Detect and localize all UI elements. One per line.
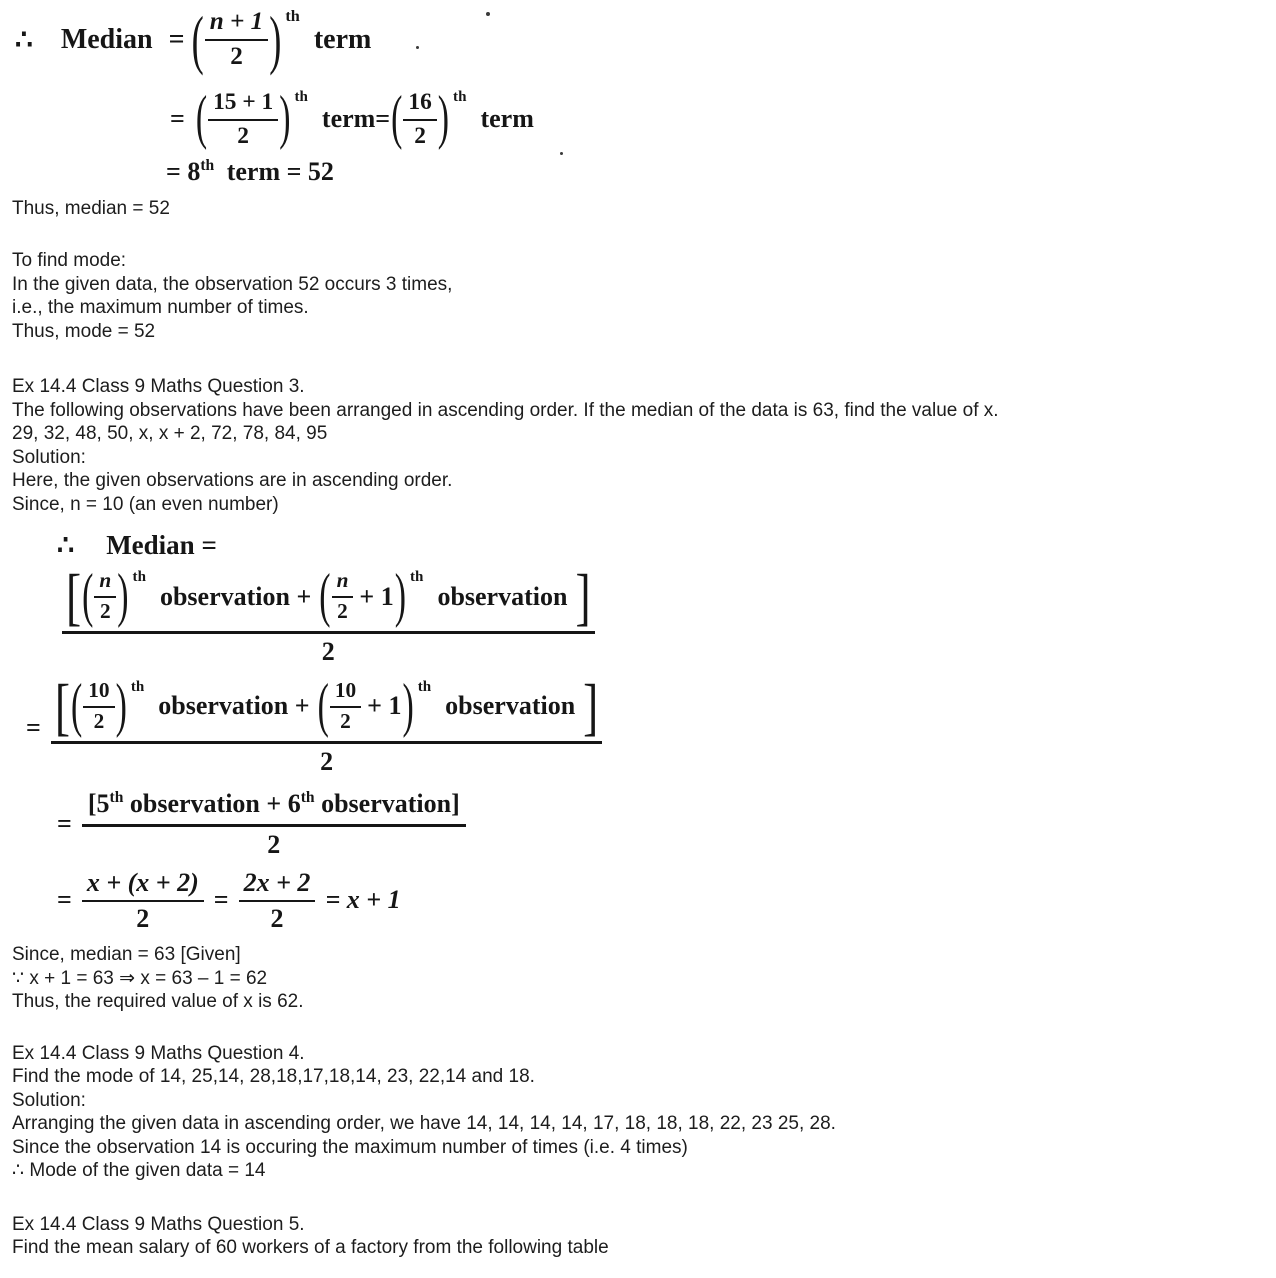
th-superscript: th <box>132 569 146 586</box>
equals-sign: = <box>170 104 185 134</box>
open-bracket-icon: [ <box>66 560 82 632</box>
fraction-numerator: n <box>99 568 112 593</box>
close-paren-icon: ) <box>437 85 450 152</box>
question-3-data: 29, 32, 48, 50, x, x + 2, 72, 78, 84, 95 <box>12 423 328 445</box>
observation-plus-6-text: observation + 6 <box>123 788 301 818</box>
fraction-16-over-2 <box>403 89 436 148</box>
big-fraction-denominator: 2 <box>51 741 603 777</box>
mode-result-line: ∴ Mode of the given data = 14 <box>12 1160 266 1181</box>
observation-word: observation <box>437 581 568 611</box>
big-fraction-numerator <box>82 789 466 824</box>
fraction-denominator: 2 <box>208 119 278 149</box>
big-fraction <box>62 560 595 667</box>
close-paren-icon: ) <box>115 672 127 740</box>
equals-sign: = <box>57 809 72 839</box>
formula-final-form <box>57 868 1276 933</box>
fraction-denominator: 2 <box>332 596 354 624</box>
open-paren-icon: ( <box>70 672 83 740</box>
mode-explanation-line: i.e., the maximum number of times. <box>12 297 309 319</box>
solution-line: Since the observation 14 is occuring the maximum number of times (i.e. 4 times) <box>12 1136 688 1158</box>
fraction-10-over-2 <box>83 679 114 734</box>
open-paren-icon: ( <box>391 85 403 152</box>
formula-line-3 <box>166 157 1276 187</box>
close-bracket-icon: ] <box>583 670 599 742</box>
big-fraction-numerator <box>62 560 595 632</box>
question-4-section <box>12 1042 1276 1183</box>
therefore-symbol: ∴ <box>57 530 75 561</box>
fraction-numerator: n + 1 <box>209 8 264 35</box>
formula-line-2 <box>170 85 1276 152</box>
thus-median-result: Thus, median = 52 <box>12 197 170 219</box>
solution-line: Here, the given observations are in ascending order. <box>12 470 453 492</box>
th-superscript: th <box>294 89 308 106</box>
bracket-5-text: [5 <box>87 788 110 818</box>
th-superscript: th <box>417 679 432 696</box>
th-superscript: th <box>453 89 467 106</box>
fraction-15-plus-1-over-2 <box>208 89 278 148</box>
fraction-denominator: 2 <box>82 900 204 933</box>
mode-explanation-line: In the given data, the observation 52 occurs 3 times, <box>12 273 453 295</box>
solution-line: Arranging the given data in ascending order, we have 14, 14, 14, 14, 17, 18, 18, 18, 22, 23 25, 28. <box>12 1113 836 1134</box>
median-term-formula-block <box>12 3 1276 187</box>
open-paren-icon: ( <box>191 3 204 76</box>
big-fraction <box>51 670 603 777</box>
fraction-numerator: 15 + 1 <box>213 89 274 116</box>
fraction-denominator: 2 <box>94 596 116 624</box>
formula-line-1 <box>15 3 1276 76</box>
because-line: ∵ x + 1 = 63 ⇒ x = 63 – 1 = 62 <box>12 967 268 989</box>
term-equals-word: term= <box>321 104 391 134</box>
fraction-10-over-2 <box>330 679 361 734</box>
fraction-denominator: 2 <box>330 706 361 734</box>
formula-simplified-form <box>57 789 1276 860</box>
solution-label: Solution: <box>12 1089 86 1111</box>
fraction-n-over-2 <box>94 569 116 624</box>
fraction-numerator: 2x + 2 <box>243 867 311 897</box>
th-superscript: th <box>109 788 124 806</box>
question-3-heading: Ex 14.4 Class 9 Maths Question 3. <box>12 376 305 398</box>
close-paren-icon: ) <box>117 562 129 630</box>
close-paren-icon: ) <box>402 672 414 740</box>
question-5-section <box>12 1213 1276 1260</box>
solution-label: Solution: <box>12 446 86 468</box>
question-5-statement: Find the mean salary of 60 workers of a factory from the following table <box>12 1237 609 1258</box>
plus-1-text: + 1 <box>359 581 394 611</box>
formula-head <box>57 530 1276 561</box>
th-superscript: th <box>285 7 300 25</box>
fraction-denominator: 2 <box>205 39 269 71</box>
fraction-x-expression <box>82 868 204 933</box>
observation-word: observation <box>445 691 576 721</box>
term-word: term <box>480 104 534 134</box>
term-word: term <box>313 23 372 55</box>
question-4-heading: Ex 14.4 Class 9 Maths Question 4. <box>12 1042 305 1064</box>
open-paren-icon: ( <box>317 672 329 740</box>
big-fraction-numerator <box>51 670 603 742</box>
formula-substituted-form <box>26 670 1276 777</box>
equals-8-text: = 8 <box>166 156 201 186</box>
th-superscript: th <box>410 569 424 586</box>
big-fraction-denominator: 2 <box>62 631 595 667</box>
open-paren-icon: ( <box>195 85 208 152</box>
observation-plus-word: observation + <box>158 691 310 721</box>
even-median-formula-block <box>12 530 1276 933</box>
close-paren-icon: ) <box>279 85 291 152</box>
fraction-numerator: 10 <box>334 678 357 703</box>
question-3-conclusion <box>12 943 1276 1014</box>
fraction-denominator: 2 <box>239 900 316 933</box>
scan-artifact-dot <box>560 152 563 155</box>
big-fraction <box>82 789 466 860</box>
therefore-symbol: ∴ <box>15 24 33 56</box>
close-paren-icon: ) <box>269 3 282 76</box>
median-equals-text: Median = <box>106 530 217 561</box>
term-equals-52-text: term = 52 <box>226 156 334 186</box>
question-4-statement: Find the mode of 14, 25,14, 28,18,17,18,14, 23, 22,14 and 18. <box>12 1066 535 1087</box>
since-median-line: Since, median = 63 [Given] <box>12 944 241 965</box>
open-paren-icon: ( <box>319 562 331 630</box>
plus-1-text: + 1 <box>367 691 402 721</box>
close-paren-icon: ) <box>394 562 407 630</box>
equals-sign: = <box>213 885 229 915</box>
solution-line: Since, n = 10 (an even number) <box>12 493 279 515</box>
question-3-statement: The following observations have been arranged in ascending order. If the median of the data is 63, find the value of x. <box>12 399 999 421</box>
scan-artifact-dot <box>416 46 419 49</box>
big-fraction-denominator: 2 <box>82 824 466 860</box>
th-superscript: th <box>300 788 315 806</box>
th-superscript: th <box>200 156 215 174</box>
question-3-section <box>12 375 1276 516</box>
fraction-numerator: 10 <box>88 678 110 703</box>
observation-plus-word: observation + <box>159 581 312 611</box>
equals-sign: = <box>57 885 72 915</box>
equals-sign: = <box>168 23 185 55</box>
equals-sign: = <box>26 712 41 742</box>
scan-artifact-dot <box>486 12 490 16</box>
mode-section <box>12 249 1276 343</box>
fraction-numerator: x + (x + 2) <box>86 867 199 897</box>
fraction-numerator: 16 <box>408 89 432 116</box>
to-find-mode-heading: To find mode: <box>12 250 127 272</box>
fraction-denominator: 2 <box>83 706 114 734</box>
close-bracket-icon: ] <box>575 560 591 632</box>
open-bracket-icon: [ <box>54 670 70 742</box>
formula-general-form <box>62 560 1276 667</box>
observation-bracket-text: observation] <box>314 788 460 818</box>
fraction-2x-expression <box>239 868 316 933</box>
thus-mode-result: Thus, mode = 52 <box>12 320 156 342</box>
fraction-n-plus-1-over-2 <box>205 8 269 71</box>
median-word: Median <box>60 23 153 55</box>
fraction-denominator: 2 <box>403 119 436 149</box>
th-superscript: th <box>130 679 145 696</box>
open-paren-icon: ( <box>82 562 94 630</box>
fraction-numerator: n <box>336 568 349 593</box>
question-5-heading: Ex 14.4 Class 9 Maths Question 5. <box>12 1213 305 1235</box>
equals-x-plus-1-text: = x + 1 <box>325 885 401 915</box>
fraction-n-over-2 <box>332 569 354 624</box>
conclusion-line: Thus, the required value of x is 62. <box>12 991 304 1012</box>
